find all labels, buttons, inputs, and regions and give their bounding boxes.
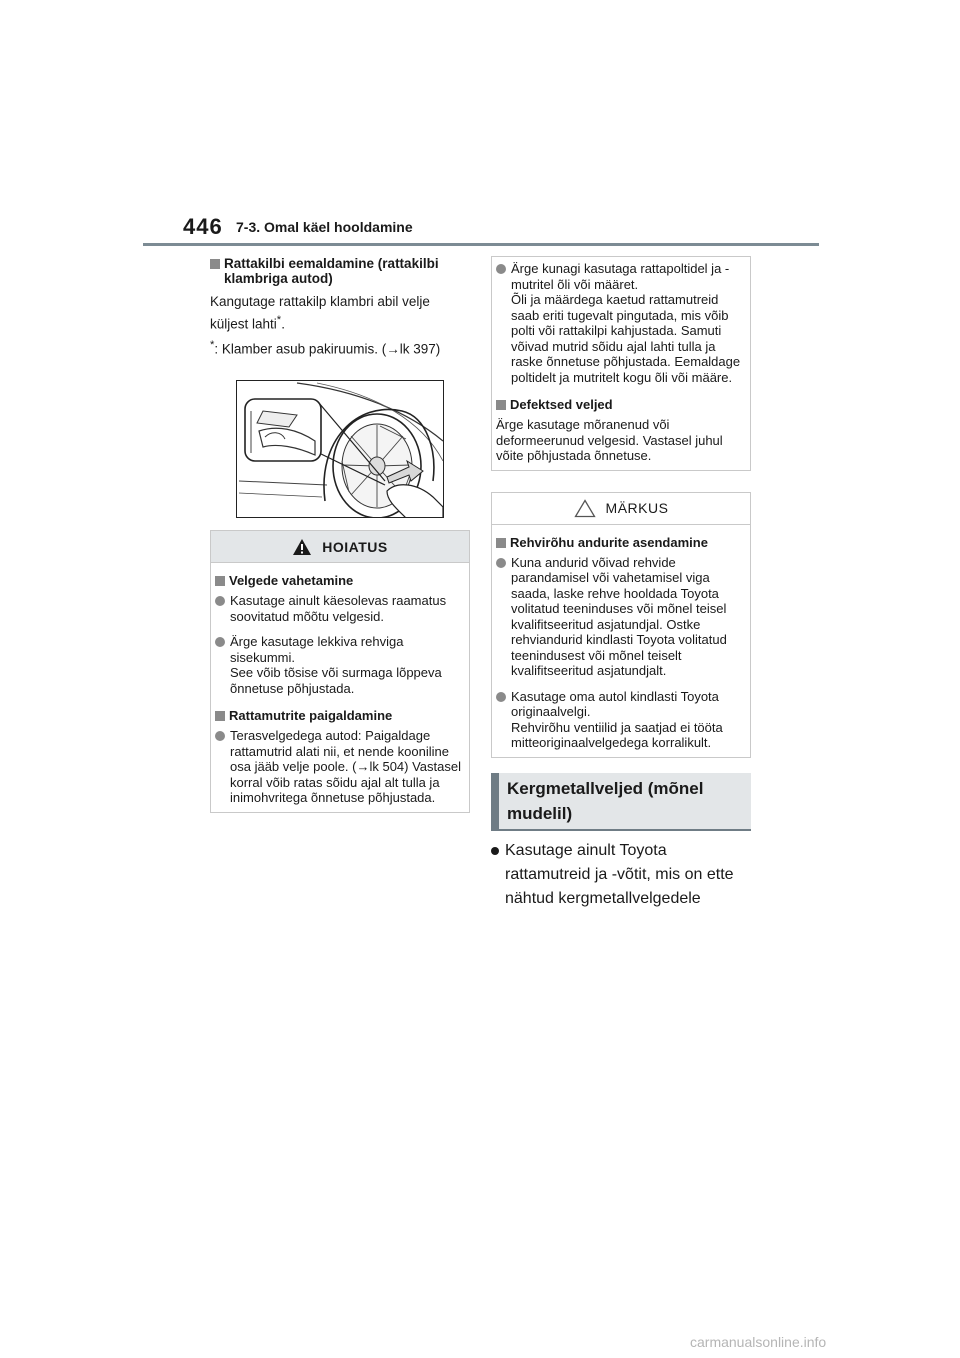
notice-label: MÄRKUS	[605, 500, 669, 516]
left-column	[210, 256, 470, 813]
wheel-illustration-svg	[237, 381, 444, 518]
warning-header	[211, 531, 469, 562]
warning-box	[210, 530, 470, 813]
notice-body	[492, 525, 750, 757]
instruction-text	[210, 292, 470, 334]
alloy-section-title: Kergmetallveljed (mõnel mudelil)	[506, 778, 704, 823]
watermark: carmanualsonline.info	[690, 1334, 827, 1350]
section-band-bar	[491, 773, 499, 829]
right-column	[491, 256, 751, 911]
notice-box	[491, 492, 751, 758]
footnote-marker: *	[276, 314, 282, 326]
notice-bullet: Kasutage oma autol kindlasti Toyota originaalvelgi. Rehvirõhu ventiilid ja saatjad ei tööta mitteoriginaalvelgedega korralikult.	[496, 689, 746, 751]
alloy-bullet: Kasutage ainult Toyota rattamutreid ja -võtit, mis on ette nähtud kergmetallvelgedele	[491, 839, 751, 911]
alloy-section-heading	[491, 773, 751, 829]
warning-cont-body	[492, 257, 750, 470]
footnote-mark: *	[210, 338, 215, 351]
warning-triangle-icon	[292, 538, 312, 556]
instruction-main: Kangutage rattakilp klambri abil velje küljest lahti	[210, 294, 430, 332]
warning-text: Ärge kasutage mõranenud või deformeerunud velgesid. Vastasel juhul võite põhjustada õnnetuse.	[496, 417, 723, 463]
notice-heading-sensors: Rehvirõhu andurite asendamine	[496, 535, 746, 550]
notice-triangle-icon	[574, 499, 596, 518]
warning-label: HOIATUS	[322, 538, 388, 555]
footnote	[210, 336, 470, 359]
section-band-rule	[491, 829, 751, 831]
subheading-wheel-cover: Rattakilbi eemaldamine (rattakilbi klambriga autod)	[210, 256, 470, 286]
warning-bullet: Ärge kunagi kasutaga rattapoltidel ja -mutritel õli või määret. Õli ja määrdega kaetud rattamutreid saab eriti tugevalt pingutada, mis võib polti või rattakilpi kahjustada. Samuti võivad mutrid sõidu ajal lahti tulla ja raske õnnetuse põhjustada. Eemaldage poltidelt ja mutritelt kogu õli või määre.	[496, 261, 746, 385]
warning-body	[211, 563, 469, 812]
section-title: 7-3. Omal käel hooldamine	[236, 219, 413, 235]
warning-bullet: Ärge kasutage lekkiva rehviga sisekummi. See võib tõsise või surmaga lõppeva õnnetuse põhjustada.	[215, 634, 465, 696]
footnote-text: : Klamber asub pakiruumis. (→lk 397)	[214, 341, 441, 356]
warning-heading-nuts: Rattamutrite paigaldamine	[215, 708, 465, 723]
warning-box-continued	[491, 256, 751, 471]
warning-heading-defective: Defektsed veljed	[496, 397, 746, 412]
warning-bullet: Terasvelgedega autod: Paigaldage rattamutrid alati nii, et nende kooniline osa jääb velje poole. (→lk 504) Vastasel korral võib ratas sõidu ajal alt tulla ja inimohvritega õnnetuse põhjustada.	[215, 728, 465, 806]
notice-bullet: Kuna andurid võivad rehvide parandamisel või vahetamisel viga saada, laske rehve hooldada Toyota volitatud teeninduses või mõnel teisel kvalifitseeritud asjatundjal. Ostke rehviandurid kindlasti Toyota volitatud teenindusest või mõnel teiselt kvalifitseeritud asjatundjalt.	[496, 555, 746, 679]
notice-header	[492, 493, 750, 524]
wheel-cover-illustration	[236, 380, 444, 518]
page-number: 446	[183, 214, 223, 239]
warning-bullet: Kasutage ainult käesolevas raamatus soovitatud mõõtu velgesid.	[215, 593, 465, 624]
warning-heading-rims: Velgede vahetamine	[215, 573, 465, 588]
instruction-end: .	[281, 316, 285, 332]
header-rule	[143, 243, 819, 246]
